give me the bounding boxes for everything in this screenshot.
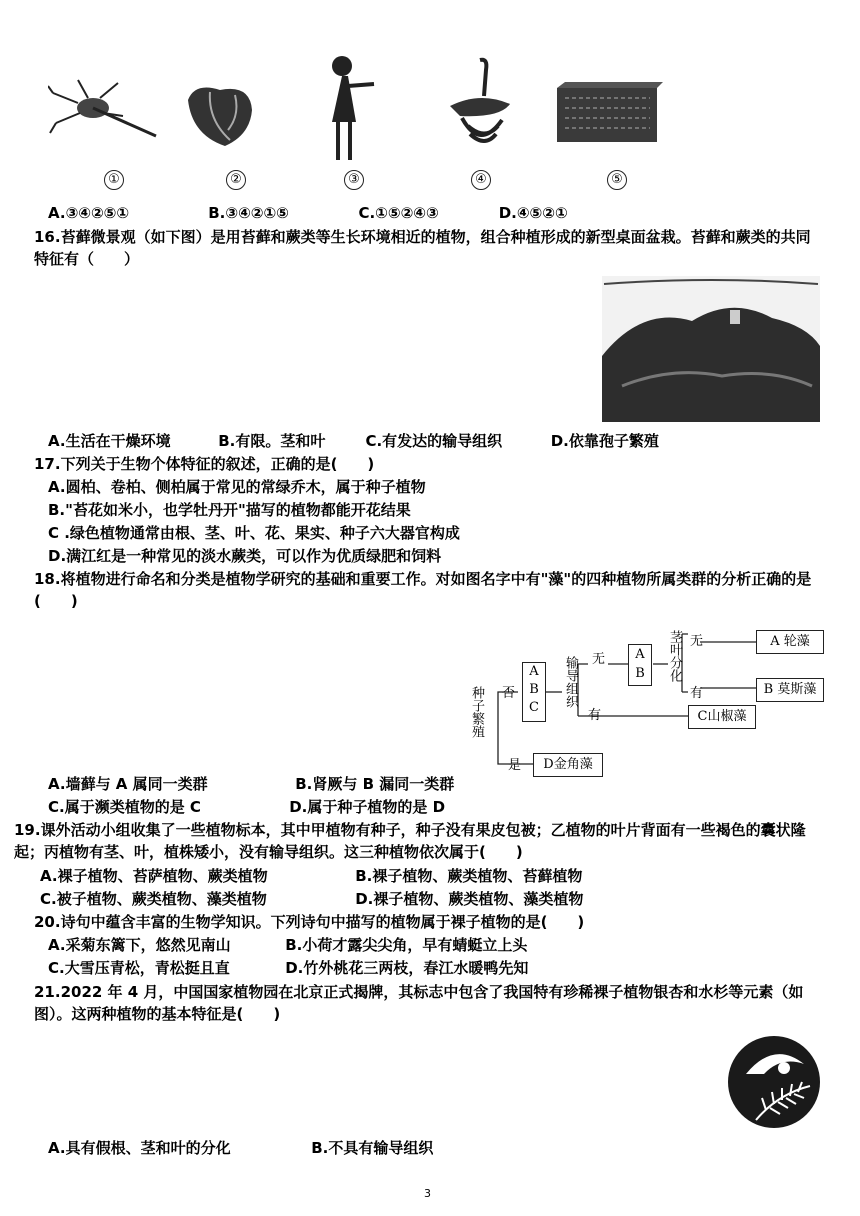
q16-option-d[interactable]: D.依靠孢子繁殖 — [550, 432, 659, 450]
q20-stem: 20.诗句中蕴含丰富的生物学知识。下列诗句中描写的植物属于裸子植物的是( ) — [34, 913, 585, 931]
q15-option-c[interactable]: C.①⑤②④③ — [358, 204, 439, 222]
label-vascular-none: 无 — [592, 652, 606, 667]
q21-options — [48, 1138, 433, 1158]
q18-option-d[interactable]: D.属于种子植物的是 D — [289, 798, 446, 816]
figure-tissue-block — [555, 82, 663, 146]
figure-botanical-garden-logo — [726, 1034, 822, 1130]
figure-neuron — [48, 78, 168, 148]
box-b-mosizao: B 莫斯藻 — [756, 678, 824, 702]
q19-option-c[interactable]: C.被子植物、蕨类植物、藻类植物 — [40, 890, 267, 908]
box-abc: A B C — [522, 662, 546, 722]
box-ab: A B — [628, 644, 652, 686]
q15-option-b[interactable]: B.③④②①⑤ — [208, 204, 289, 222]
q20-option-d[interactable]: D.竹外桃花三两枝，春江水暖鸭先知 — [285, 959, 529, 977]
q20-option-c[interactable]: C.大雪压青松，青松挺且直 — [48, 959, 230, 977]
q21-option-b[interactable]: B.不具有输导组织 — [311, 1139, 434, 1157]
figure-digestive — [440, 56, 530, 156]
figure-label-3: ③ — [344, 170, 364, 190]
figure-label-5: ⑤ — [607, 170, 627, 190]
q15-options — [48, 203, 568, 223]
label-yes-seed: 是 — [508, 758, 522, 773]
q18-option-b[interactable]: B.肾厥与 B 漏同一类群 — [295, 775, 455, 793]
q19-options-row1 — [40, 866, 582, 886]
q17-option-a[interactable]: A.圆柏、卷柏、侧柏属于常见的常绿乔木，属于种子植物 — [48, 478, 426, 496]
q20-option-b[interactable]: B.小荷才露尖尖角，早有蜻蜓立上头 — [285, 936, 528, 954]
q20-options-row2 — [48, 958, 528, 978]
q20-option-a[interactable]: A.采菊东篱下，悠然见南山 — [48, 936, 231, 954]
figure-heart — [180, 80, 260, 150]
q16-option-c[interactable]: C.有发达的输导组织 — [365, 432, 503, 450]
q21-option-a[interactable]: A.具有假根、茎和叶的分化 — [48, 1139, 231, 1157]
q19-option-b[interactable]: B.裸子植物、蕨类植物、苔藓植物 — [355, 867, 583, 885]
label-stemleaf-has: 有 — [690, 686, 704, 701]
figure-label-2: ② — [226, 170, 246, 190]
label-vascular-has: 有 — [588, 708, 602, 723]
q18-option-c[interactable]: C.属于濒类植物的是 C — [48, 798, 201, 816]
q17-option-d[interactable]: D.满江红是一种常见的淡水蕨类，可以作为优质绿肥和饲料 — [48, 547, 442, 565]
q21-stem: 21.2022 年 4 月，中国国家植物园在北京正式揭牌，其标志中包含了我国特有珍稀裸子植物银杏和水杉等元素（如图）。这两种植物的基本特征是( ) — [34, 983, 804, 1023]
seed-reproduction-label: 种子繁殖 — [469, 686, 484, 738]
label-no-seed: 否 — [502, 686, 516, 701]
box-c-shanjiaozao: C山椒藻 — [688, 705, 756, 729]
q20-options-row1 — [48, 935, 527, 955]
label-stemleaf-none: 无 — [690, 634, 704, 649]
figure-label-1: ① — [104, 170, 124, 190]
q17-stem: 17.下列关于生物个体特征的叙述，正确的是( ) — [34, 455, 375, 473]
q16-option-b[interactable]: B.有限。茎和叶 — [218, 432, 326, 450]
q17-option-c[interactable]: C .绿色植物通常由根、茎、叶、花、果实、种子六大器官构成 — [48, 524, 460, 542]
figure-person — [318, 52, 378, 164]
q18-stem: 18.将植物进行命名和分类是植物学研究的基础和重要工作。对如图名字中有"藻"的四种植物所属类群的分析正确的是( ) — [34, 570, 812, 610]
page-number: 3 — [424, 1187, 431, 1200]
q19-option-a[interactable]: A.裸子植物、苔萨植物、蕨类植物 — [40, 867, 268, 885]
q18-option-a[interactable]: A.墙藓与 A 属同一类群 — [48, 775, 208, 793]
q15-option-d[interactable]: D.④⑤②① — [498, 204, 568, 222]
box-a-lunzao: A 轮藻 — [756, 630, 824, 654]
q18-options-row1 — [48, 774, 454, 794]
stem-leaf-label: 茎叶分化 — [667, 630, 682, 682]
q15-option-a[interactable]: A.③④②⑤① — [48, 204, 130, 222]
vascular-tissue-label: 输导组织 — [563, 656, 578, 708]
figure-moss-landscape — [602, 276, 820, 422]
q16-stem: 16.苔藓微景观（如下图）是用苔藓和蕨类等生长环境相近的植物，组合种植形成的新型桌面盆栽。苔藓和蕨类的共同特征有（ ） — [34, 228, 811, 268]
q16-options — [48, 431, 659, 451]
q16-option-a[interactable]: A.生活在干燥环境 — [48, 432, 171, 450]
q18-options-row2 — [48, 797, 445, 817]
box-d-jinjiaozao: D金角藻 — [533, 753, 603, 777]
q19-option-d[interactable]: D.裸子植物、蕨类植物、藻类植物 — [355, 890, 584, 908]
q17-option-b[interactable]: B."苔花如米小，也学牡丹开"描写的植物都能开花结果 — [48, 501, 411, 519]
classification-diagram — [468, 624, 828, 774]
q19-options-row2 — [40, 889, 583, 909]
figure-label-4: ④ — [471, 170, 491, 190]
q19-stem: 19.课外活动小组收集了一些植物标本，其中甲植物有种子，种子没有果皮包被；乙植物的叶片背面有一些褐色的囊状隆起；丙植物有茎、叶，植株矮小，没有输导组织。这三种植物依次属于( ) — [14, 821, 806, 861]
